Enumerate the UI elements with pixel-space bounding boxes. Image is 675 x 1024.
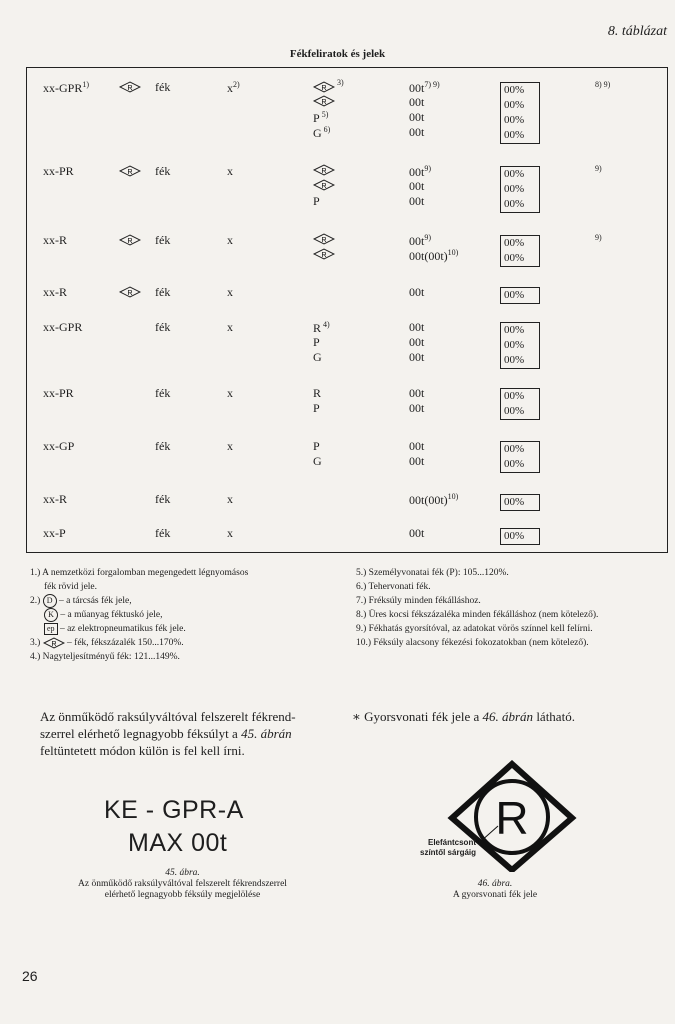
svg-text:R: R <box>321 85 327 93</box>
row-x: x <box>227 233 233 247</box>
svg-text:R: R <box>321 252 327 260</box>
row-code: xx-P <box>43 526 66 540</box>
row-brake-mode <box>313 78 344 94</box>
fig46-caption-text: A gyorsvonati fék jele <box>452 890 538 900</box>
row-brake-mode-note: 5) <box>319 110 329 119</box>
row-brake-weight: $00t(00t)^{10)}$ <box>409 248 459 263</box>
fig45-caption-line1: Az önműködő raksúlyváltóval felszerelt fékrendszerrel <box>78 879 287 889</box>
row-x: x <box>227 164 233 178</box>
row-brake-weight: 00t <box>409 439 425 453</box>
row-brake-weight: 00t <box>409 95 425 109</box>
row-notes: 8) 9) <box>595 80 611 89</box>
row-brake-label: fék <box>155 386 171 400</box>
row-percent-value: 00% <box>504 405 525 417</box>
row-code: xx-PR <box>43 386 74 400</box>
svg-text:R: R <box>321 99 327 107</box>
row-percent-box <box>500 82 540 144</box>
footnote-3: 3.) R – fék, fékszázalék 150...170%. <box>30 638 184 648</box>
row-brake-weight: 00t <box>409 454 425 468</box>
row-brake-weight-note: 9) <box>424 164 432 173</box>
footnote-9: 9.) Fékhatás gyorsítóval, az adatokat vörös színnel kell felírni. <box>356 624 593 634</box>
disc-brake-icon: D <box>43 594 57 608</box>
row-brake-label: fék <box>155 80 171 94</box>
row-brake-mode: P <box>313 335 320 349</box>
footnotes-left <box>30 566 330 664</box>
r-diamond-icon <box>119 234 141 246</box>
row-brake-mode <box>313 246 335 261</box>
row-x: x <box>227 492 233 506</box>
plastic-shoe-icon: K <box>44 608 58 622</box>
svg-text:R: R <box>321 183 327 191</box>
r-diamond-icon <box>313 95 335 107</box>
svg-text:R: R <box>321 168 327 176</box>
footnote-8: 8.) Üres kocsi fékszázaléka minden fékálláshoz (nem kötelező). <box>356 610 599 620</box>
fig46-letter: R <box>495 792 529 844</box>
asterisk: ∗ <box>352 709 361 724</box>
row-brake-weight: 00t <box>409 335 425 349</box>
body-paragraph-right: ∗ Gyorsvonati fék jele a 46. ábrán látható. <box>352 709 575 724</box>
row-brake-mode: G $^{6)}$ <box>313 125 331 140</box>
row-percent-value: 00% <box>504 339 525 351</box>
row-brake-mode <box>313 231 335 246</box>
row-code: xx-GP <box>43 439 75 453</box>
fig45-caption-title: 45. ábra. <box>165 868 200 878</box>
row-percent-value: 00% <box>504 84 525 96</box>
row-brake-label: fék <box>155 526 171 540</box>
row-x: x <box>227 386 233 400</box>
footnote-10: 10.) Féksúly alacsony fékezési fokozatokban (nem kötelező). <box>356 638 589 648</box>
row-code: xx-R <box>43 492 67 506</box>
r-diamond-icon <box>313 81 335 93</box>
row-notes: 9) <box>595 233 602 242</box>
row-r-symbol <box>119 163 141 178</box>
row-x: x <box>227 285 233 299</box>
row-brake-weight-note: 9) <box>424 233 432 242</box>
row-percent-value: 00% <box>504 168 525 180</box>
row-brake-weight: $00t^{9)}$ <box>409 164 432 179</box>
row-percent-value: 00% <box>504 198 525 210</box>
row-brake-mode: R $^{4)}$ <box>313 320 330 335</box>
row-x-note: 2) <box>233 80 240 89</box>
row-percent-box <box>500 494 540 511</box>
row-percent-box <box>500 528 540 545</box>
row-percent-value: 00% <box>504 443 525 455</box>
row-code: xx-GPR <box>43 320 83 334</box>
row-brake-weight: 00t <box>409 125 425 139</box>
row-brake-weight-note: 10) <box>447 248 459 257</box>
row-brake-mode <box>313 177 335 192</box>
row-percent-box <box>500 388 540 420</box>
footnote-1: 1.) A nemzetközi forgalomban megengedett légnyomásos <box>30 568 249 578</box>
row-brake-mode-note: 6) <box>321 125 331 134</box>
row-x: x <box>227 526 233 540</box>
r-diamond-icon <box>43 637 65 649</box>
footnote-7: 7.) Fréksúly minden fékálláshoz. <box>356 596 481 606</box>
row-code: xx-GPR$^{1)}$ <box>43 80 90 95</box>
row-r-symbol <box>119 284 141 299</box>
row-brake-mode: P <box>313 194 320 208</box>
row-brake-label: fék <box>155 492 171 506</box>
row-code: xx-PR <box>43 164 74 178</box>
row-x: $x^{2)}$ <box>227 80 240 95</box>
row-brake-mode: G <box>313 454 322 468</box>
ep-brake-icon: ep <box>44 623 58 635</box>
row-percent-value: 00% <box>504 289 525 301</box>
row-x: x <box>227 320 233 334</box>
row-brake-weight: 00t <box>409 285 425 299</box>
r-diamond-icon <box>313 248 335 260</box>
row-percent-value: 00% <box>504 324 525 336</box>
svg-text:R: R <box>127 290 133 298</box>
fig45-line1: KE - GPR-A <box>104 796 244 824</box>
row-percent-value: 00% <box>504 458 525 470</box>
row-brake-mode: P $^{5)}$ <box>313 110 329 125</box>
row-brake-weight: 00t <box>409 320 425 334</box>
row-percent-value: 00% <box>504 252 525 264</box>
row-brake-mode: G <box>313 350 322 364</box>
row-brake-weight: 00t <box>409 179 425 193</box>
row-brake-weight: $00t^{9)}$ <box>409 233 432 248</box>
row-brake-label: fék <box>155 439 171 453</box>
svg-text:R: R <box>321 237 327 245</box>
row-r-symbol <box>119 79 141 94</box>
row-brake-weight: 00t <box>409 401 425 415</box>
row-brake-weight-note: 7) 9) <box>424 80 440 89</box>
row-brake-mode: R <box>313 386 322 400</box>
row-percent-box <box>500 322 540 369</box>
row-brake-weight: 00t <box>409 350 425 364</box>
row-brake-mode: P <box>313 401 320 415</box>
row-brake-mode <box>313 93 335 108</box>
row-percent-box <box>500 287 540 304</box>
row-percent-value: 00% <box>504 237 525 249</box>
row-percent-value: 00% <box>504 390 525 402</box>
page-number: 26 <box>22 968 38 984</box>
row-code-note: 1) <box>82 80 90 89</box>
row-brake-weight: 00t <box>409 526 425 540</box>
row-brake-weight: $00t^{7) 9)}$ <box>409 80 440 95</box>
row-percent-value: 00% <box>504 530 525 542</box>
row-r-symbol <box>119 232 141 247</box>
brake-marking-table <box>26 67 668 553</box>
footnote-2: 2.) D – a tárcsás fék jele, <box>30 596 132 606</box>
row-brake-label: fék <box>155 233 171 247</box>
row-percent-value: 00% <box>504 496 525 508</box>
r-diamond-icon <box>119 81 141 93</box>
r-diamond-icon <box>119 165 141 177</box>
row-code: xx-R <box>43 285 67 299</box>
fig46-caption-title: 46. ábra. <box>477 879 513 889</box>
row-percent-value: 00% <box>504 114 525 126</box>
row-brake-label: fék <box>155 164 171 178</box>
footnote-6: 6.) Tehervonati fék. <box>356 582 431 592</box>
row-brake-weight: 00t <box>409 194 425 208</box>
row-brake-label: fék <box>155 285 171 299</box>
footnotes-right <box>356 566 671 650</box>
row-percent-value: 00% <box>504 129 525 141</box>
row-percent-box <box>500 235 540 267</box>
footnote-1-cont: fék rövid jele. <box>44 582 98 592</box>
fig45-line2: MAX 00t <box>128 829 228 857</box>
row-brake-weight-note: 10) <box>447 492 459 501</box>
row-brake-mode-note: 4) <box>321 320 330 329</box>
svg-text:R: R <box>127 238 133 246</box>
r-diamond-icon <box>119 286 141 298</box>
body-paragraph-left: Az önműködő raksúlyváltóval felszerelt fékrend- szerrel elérhető legnagyobb féksúlyt a 45. ábrán feltüntetett módon külön is fel kell írni. <box>40 709 296 758</box>
table-title: Fékfeliratok és jelek <box>289 48 386 60</box>
footnote-2-k: K – a műanyag féktuskó jele, <box>30 608 330 622</box>
row-brake-weight: 00t <box>409 110 425 124</box>
row-percent-box <box>500 166 540 213</box>
row-percent-box <box>500 441 540 473</box>
row-brake-label: fék <box>155 320 171 334</box>
fig45-caption-line2: elérhető legnagyobb féksúly megjelölése <box>104 890 261 900</box>
row-percent-value: 00% <box>504 354 525 366</box>
row-x: x <box>227 439 233 453</box>
row-brake-mode-note: 3) <box>335 78 344 87</box>
table-number: 8. táblázat <box>607 24 667 39</box>
row-brake-weight: $00t(00t)^{10)}$ <box>409 492 459 507</box>
row-code: xx-R <box>43 233 67 247</box>
r-diamond-icon <box>313 164 335 176</box>
footnote-4: 4.) Nagyteljesítményű fék: 121...149%. <box>30 652 180 662</box>
svg-text:R: R <box>127 169 133 177</box>
row-brake-mode <box>313 162 335 177</box>
svg-text:R: R <box>127 85 133 93</box>
r-diamond-icon <box>313 179 335 191</box>
fig46-color-label: Elefántcsont színtől sárgáig <box>420 838 477 857</box>
row-notes: 9) <box>595 164 602 173</box>
row-percent-value: 00% <box>504 183 525 195</box>
footnote-5: 5.) Személyvonatai fék (P): 105...120%. <box>356 568 509 578</box>
r-diamond-icon <box>313 233 335 245</box>
row-brake-mode: P <box>313 439 320 453</box>
footnote-2-ep: ep – az elektropneumatikus fék jele. <box>30 622 330 636</box>
row-percent-value: 00% <box>504 99 525 111</box>
row-brake-weight: 00t <box>409 386 425 400</box>
svg-text:R: R <box>51 640 57 648</box>
